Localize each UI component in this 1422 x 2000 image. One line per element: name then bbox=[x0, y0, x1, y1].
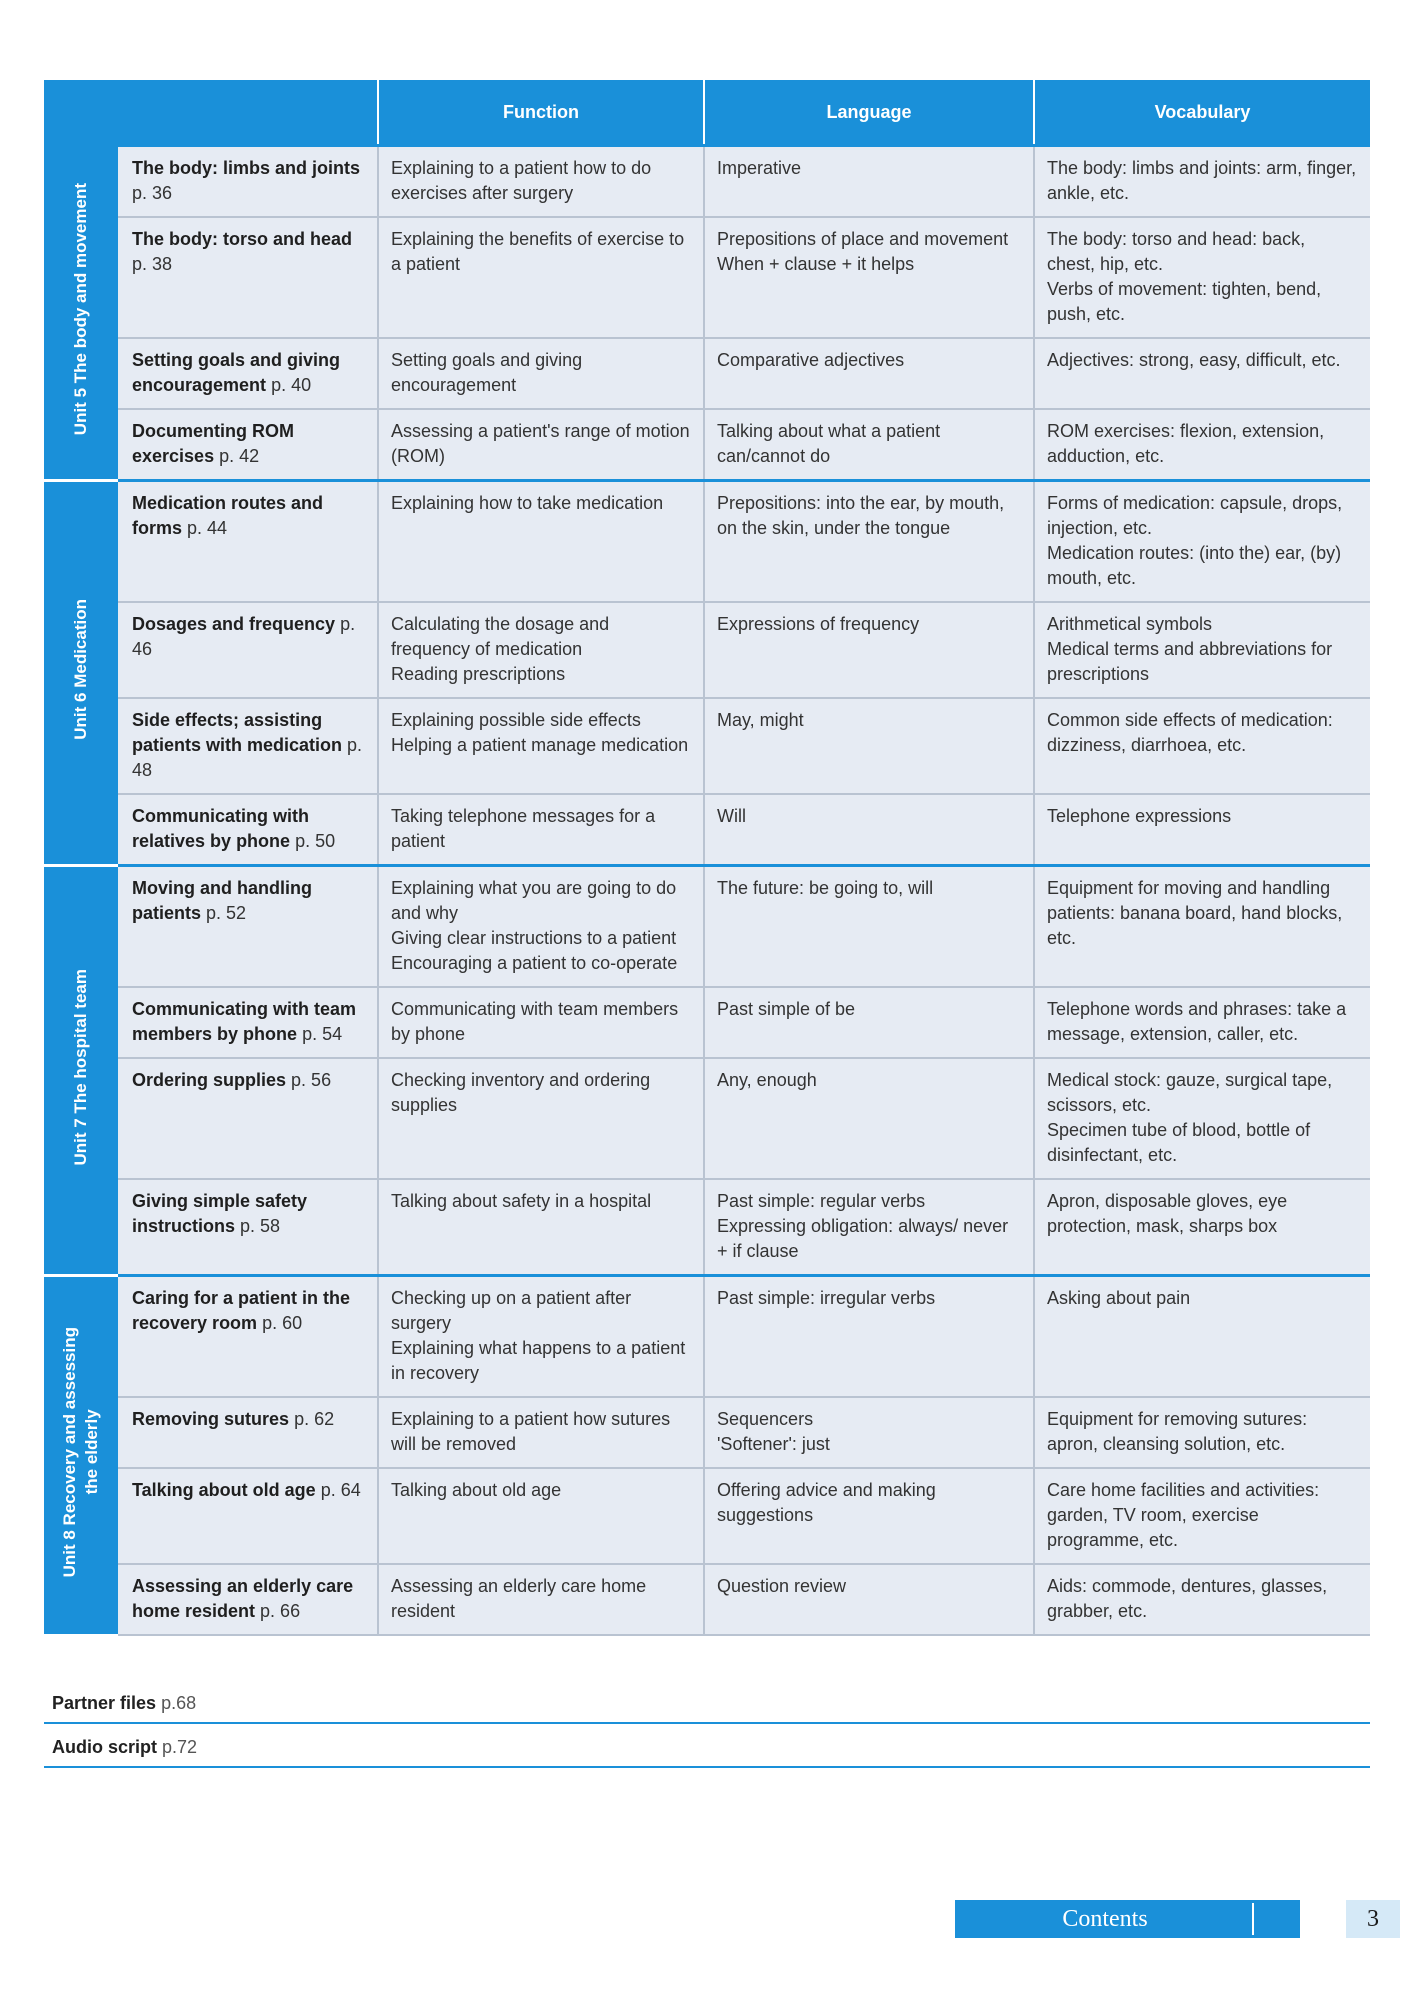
language-cell: May, might bbox=[704, 698, 1034, 794]
lesson-page: p. 46 bbox=[132, 614, 356, 659]
lesson-cell bbox=[118, 1276, 378, 1398]
lesson-cell bbox=[118, 987, 378, 1058]
lesson-title: Removing sutures bbox=[132, 1409, 290, 1429]
function-cell: Calculating the dosage and frequency of medication Reading prescriptions bbox=[378, 602, 704, 698]
lesson-page: p. 62 bbox=[294, 1409, 335, 1429]
header-lesson bbox=[118, 80, 378, 146]
lesson-cell bbox=[118, 698, 378, 794]
lesson-cell bbox=[118, 794, 378, 866]
lesson-cell bbox=[118, 1058, 378, 1179]
table-row bbox=[44, 146, 1370, 218]
partner-files-row bbox=[44, 1680, 1370, 1724]
contents-table bbox=[44, 80, 1370, 1637]
footer-contents-bar bbox=[955, 1900, 1300, 1938]
lesson-title: Communicating with team members by phone bbox=[132, 999, 357, 1044]
vocabulary-cell: Forms of medication: capsule, drops, injection, etc. Medication routes: (into the) ear, (by) mouth, etc. bbox=[1034, 481, 1370, 603]
header-vocabulary: Vocabulary bbox=[1034, 80, 1370, 146]
vocabulary-cell: Medical stock: gauze, surgical tape, scissors, etc. Specimen tube of blood, bottle of disinfectant, etc. bbox=[1034, 1058, 1370, 1179]
footer-separator bbox=[1252, 1903, 1254, 1935]
audio-script-title: Audio script bbox=[52, 1737, 158, 1757]
lesson-cell bbox=[118, 409, 378, 481]
lesson-title: Caring for a patient in the recovery room bbox=[132, 1288, 351, 1333]
vocabulary-cell: ROM exercises: flexion, extension, adduction, etc. bbox=[1034, 409, 1370, 481]
unit-label: Unit 6 Medication bbox=[71, 599, 90, 740]
table-header-row bbox=[44, 80, 1370, 146]
language-cell: The future: be going to, will bbox=[704, 866, 1034, 988]
unit-label-cell bbox=[44, 1276, 118, 1636]
lesson-cell bbox=[118, 1564, 378, 1635]
language-cell: Past simple: irregular verbs bbox=[704, 1276, 1034, 1398]
function-cell: Assessing a patient's range of motion (ROM) bbox=[378, 409, 704, 481]
lesson-page: p. 64 bbox=[320, 1480, 361, 1500]
lesson-page: p. 56 bbox=[291, 1070, 332, 1090]
table-row bbox=[44, 602, 1370, 698]
partner-files-page: p.68 bbox=[161, 1693, 197, 1713]
table-row bbox=[44, 698, 1370, 794]
language-cell: Offering advice and making suggestions bbox=[704, 1468, 1034, 1564]
lesson-page: p. 42 bbox=[219, 446, 260, 466]
lesson-cell bbox=[118, 1179, 378, 1276]
language-cell: Talking about what a patient can/cannot do bbox=[704, 409, 1034, 481]
lesson-title: Ordering supplies bbox=[132, 1070, 287, 1090]
lesson-title: Moving and handling patients bbox=[132, 878, 312, 923]
language-cell: Sequencers 'Softener': just bbox=[704, 1397, 1034, 1468]
table-row bbox=[44, 1564, 1370, 1635]
lesson-page: p. 38 bbox=[132, 254, 173, 274]
function-cell: Explaining possible side effects Helping a patient manage medication bbox=[378, 698, 704, 794]
language-cell: Past simple: regular verbs Expressing obligation: always/ never + if clause bbox=[704, 1179, 1034, 1276]
header-language: Language bbox=[704, 80, 1034, 146]
lesson-title: Documenting ROM exercises bbox=[132, 421, 294, 466]
lesson-cell bbox=[118, 866, 378, 988]
lesson-title: The body: torso and head bbox=[132, 229, 353, 249]
footer-contents-label: Contents bbox=[1062, 1906, 1148, 1932]
language-cell: Prepositions: into the ear, by mouth, on the skin, under the tongue bbox=[704, 481, 1034, 603]
lesson-cell bbox=[118, 481, 378, 603]
vocabulary-cell: Asking about pain bbox=[1034, 1276, 1370, 1398]
audio-script-page: p.72 bbox=[162, 1737, 198, 1757]
language-cell: Any, enough bbox=[704, 1058, 1034, 1179]
lesson-page: p. 48 bbox=[132, 735, 363, 780]
language-cell: Will bbox=[704, 794, 1034, 866]
lesson-page: p. 36 bbox=[132, 183, 173, 203]
function-cell: Talking about old age bbox=[378, 1468, 704, 1564]
language-cell: Imperative bbox=[704, 146, 1034, 218]
table-row bbox=[44, 794, 1370, 866]
vocabulary-cell: Apron, disposable gloves, eye protection, mask, sharps box bbox=[1034, 1179, 1370, 1276]
table-row bbox=[44, 1058, 1370, 1179]
vocabulary-cell: Aids: commode, dentures, glasses, grabber, etc. bbox=[1034, 1564, 1370, 1635]
language-cell: Past simple of be bbox=[704, 987, 1034, 1058]
function-cell: Explaining what you are going to do and why Giving clear instructions to a patient Encouraging a patient to co-operate bbox=[378, 866, 704, 988]
lesson-title: Assessing an elderly care home resident bbox=[132, 1576, 354, 1621]
vocabulary-cell: Telephone expressions bbox=[1034, 794, 1370, 866]
lesson-cell bbox=[118, 217, 378, 338]
page-number: 3 bbox=[1346, 1900, 1400, 1938]
vocabulary-cell: The body: torso and head: back, chest, hip, etc. Verbs of movement: tighten, bend, push, etc. bbox=[1034, 217, 1370, 338]
lesson-page: p. 44 bbox=[187, 518, 228, 538]
function-cell: Checking inventory and ordering supplies bbox=[378, 1058, 704, 1179]
function-cell: Talking about safety in a hospital bbox=[378, 1179, 704, 1276]
lesson-title: Communicating with relatives by phone bbox=[132, 806, 309, 851]
language-cell: Comparative adjectives bbox=[704, 338, 1034, 409]
table-row bbox=[44, 338, 1370, 409]
lesson-cell bbox=[118, 602, 378, 698]
function-cell: Taking telephone messages for a patient bbox=[378, 794, 704, 866]
function-cell: Checking up on a patient after surgery Explaining what happens to a patient in recovery bbox=[378, 1276, 704, 1398]
language-cell: Prepositions of place and movement When + clause + it helps bbox=[704, 217, 1034, 338]
lesson-page: p. 40 bbox=[271, 375, 312, 395]
lesson-title: Side effects; assisting patients with medication bbox=[132, 710, 343, 755]
table-row bbox=[44, 481, 1370, 603]
table-row bbox=[44, 866, 1370, 988]
function-cell: Explaining to a patient how sutures will be removed bbox=[378, 1397, 704, 1468]
header-function: Function bbox=[378, 80, 704, 146]
vocabulary-cell: The body: limbs and joints: arm, finger, ankle, etc. bbox=[1034, 146, 1370, 218]
language-cell: Question review bbox=[704, 1564, 1034, 1635]
lesson-page: p. 50 bbox=[295, 831, 336, 851]
lesson-page: p. 52 bbox=[206, 903, 247, 923]
vocabulary-cell: Common side effects of medication: dizziness, diarrhoea, etc. bbox=[1034, 698, 1370, 794]
function-cell: Assessing an elderly care home resident bbox=[378, 1564, 704, 1635]
lesson-title: Giving simple safety instructions bbox=[132, 1191, 308, 1236]
table-row bbox=[44, 409, 1370, 481]
vocabulary-cell: Arithmetical symbols Medical terms and abbreviations for prescriptions bbox=[1034, 602, 1370, 698]
vocabulary-cell: Equipment for moving and handling patients: banana board, hand blocks, etc. bbox=[1034, 866, 1370, 988]
header-corner bbox=[44, 80, 118, 146]
lesson-cell bbox=[118, 1397, 378, 1468]
lesson-page: p. 60 bbox=[262, 1313, 303, 1333]
table-row bbox=[44, 1468, 1370, 1564]
lesson-cell bbox=[118, 338, 378, 409]
table-body bbox=[44, 146, 1370, 1636]
lesson-title: Dosages and frequency bbox=[132, 614, 336, 634]
table-row bbox=[44, 987, 1370, 1058]
unit-label-cell bbox=[44, 481, 118, 866]
function-cell: Explaining how to take medication bbox=[378, 481, 704, 603]
partner-files-title: Partner files bbox=[52, 1693, 157, 1713]
unit-label: Unit 8 Recovery and assessing the elderly bbox=[60, 1326, 101, 1577]
lesson-title: Medication routes and forms bbox=[132, 493, 324, 538]
vocabulary-cell: Adjectives: strong, easy, difficult, etc. bbox=[1034, 338, 1370, 409]
function-cell: Communicating with team members by phone bbox=[378, 987, 704, 1058]
lesson-title: Setting goals and giving encouragement bbox=[132, 350, 341, 395]
lesson-page: p. 58 bbox=[240, 1216, 281, 1236]
function-cell: Explaining to a patient how to do exercises after surgery bbox=[378, 146, 704, 218]
vocabulary-cell: Equipment for removing sutures: apron, cleansing solution, etc. bbox=[1034, 1397, 1370, 1468]
lesson-cell bbox=[118, 1468, 378, 1564]
lesson-title: Talking about old age bbox=[132, 1480, 316, 1500]
function-cell: Explaining the benefits of exercise to a patient bbox=[378, 217, 704, 338]
lesson-title: The body: limbs and joints bbox=[132, 158, 361, 178]
table-row bbox=[44, 1276, 1370, 1398]
unit-label: Unit 5 The body and movement bbox=[71, 183, 90, 436]
unit-label-cell bbox=[44, 146, 118, 481]
vocabulary-cell: Telephone words and phrases: take a message, extension, caller, etc. bbox=[1034, 987, 1370, 1058]
unit-label-cell bbox=[44, 866, 118, 1276]
table-row bbox=[44, 217, 1370, 338]
table-row bbox=[44, 1179, 1370, 1276]
vocabulary-cell: Care home facilities and activities: garden, TV room, exercise programme, etc. bbox=[1034, 1468, 1370, 1564]
language-cell: Expressions of frequency bbox=[704, 602, 1034, 698]
unit-label: Unit 7 The hospital team bbox=[71, 968, 90, 1166]
function-cell: Setting goals and giving encouragement bbox=[378, 338, 704, 409]
lesson-cell bbox=[118, 146, 378, 218]
lesson-page: p. 54 bbox=[302, 1024, 343, 1044]
lesson-page: p. 66 bbox=[260, 1601, 301, 1621]
audio-script-row bbox=[44, 1724, 1370, 1768]
table-row bbox=[44, 1397, 1370, 1468]
